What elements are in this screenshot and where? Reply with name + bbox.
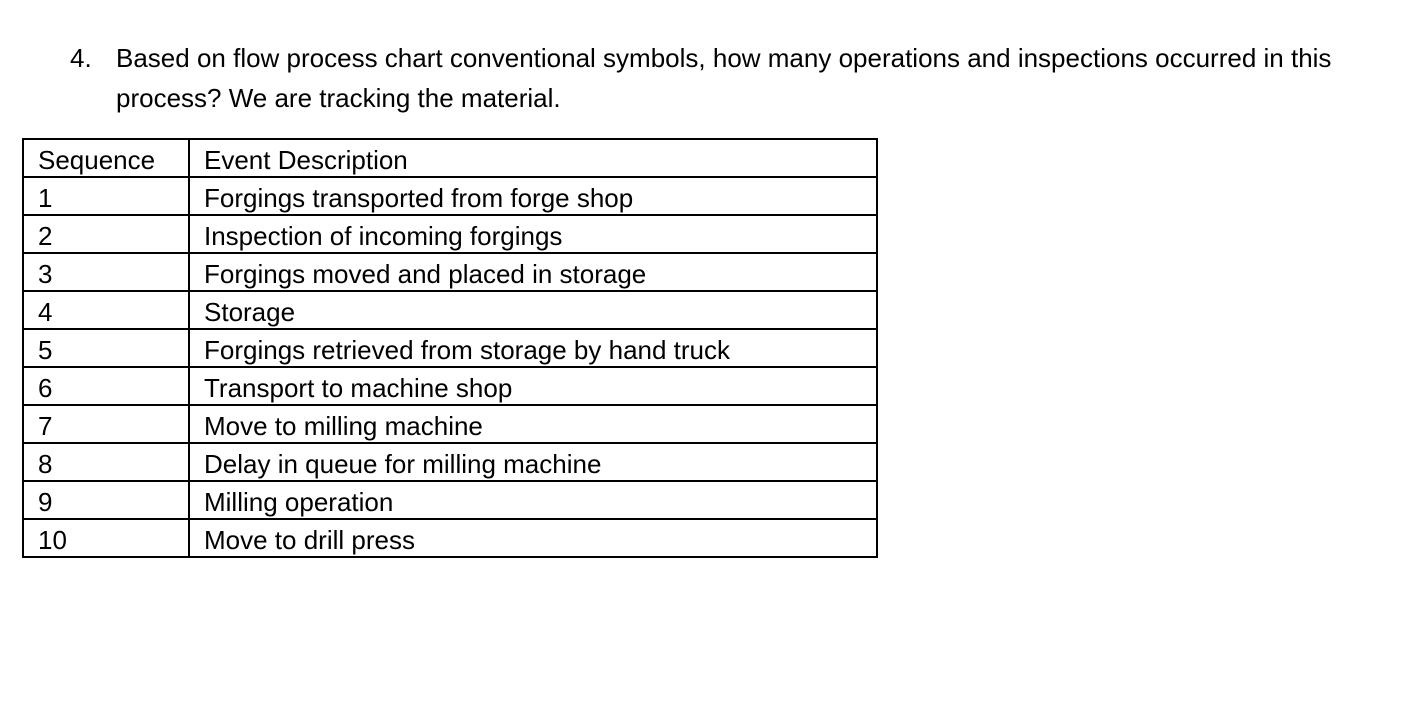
question-text: Based on flow process chart conventional symbols, how many operations and inspections occurred in this process? We are tracking the material. (116, 43, 1332, 113)
table-row (23, 329, 877, 367)
description-cell: Delay in queue for milling machine (189, 443, 877, 481)
description-cell: Forgings retrieved from storage by hand truck (189, 329, 877, 367)
table-row (23, 443, 877, 481)
table-row (23, 367, 877, 405)
table-row (23, 481, 877, 519)
table-row (23, 177, 877, 215)
table-row (23, 519, 877, 557)
sequence-cell: 1 (23, 177, 189, 215)
question-number: 4. (70, 43, 92, 73)
sequence-cell: 9 (23, 481, 189, 519)
sequence-cell: 7 (23, 405, 189, 443)
sequence-cell: 2 (23, 215, 189, 253)
event-table (22, 138, 878, 558)
sequence-cell: 3 (23, 253, 189, 291)
description-cell: Inspection of incoming forgings (189, 215, 877, 253)
description-cell: Transport to machine shop (189, 367, 877, 405)
sequence-cell: 5 (23, 329, 189, 367)
description-cell: Move to milling machine (189, 405, 877, 443)
table-row (23, 291, 877, 329)
table-row (23, 253, 877, 291)
table-header-row (23, 139, 877, 177)
description-cell: Forgings moved and placed in storage (189, 253, 877, 291)
table-row (23, 215, 877, 253)
description-cell: Milling operation (189, 481, 877, 519)
sequence-cell: 10 (23, 519, 189, 557)
sequence-cell: 8 (23, 443, 189, 481)
sequence-cell: 6 (23, 367, 189, 405)
table-row (23, 405, 877, 443)
header-event-description: Event Description (189, 139, 877, 177)
description-cell: Storage (189, 291, 877, 329)
question (70, 38, 1400, 118)
description-cell: Move to drill press (189, 519, 877, 557)
description-cell: Forgings transported from forge shop (189, 177, 877, 215)
sequence-cell: 4 (23, 291, 189, 329)
header-sequence: Sequence (23, 139, 189, 177)
